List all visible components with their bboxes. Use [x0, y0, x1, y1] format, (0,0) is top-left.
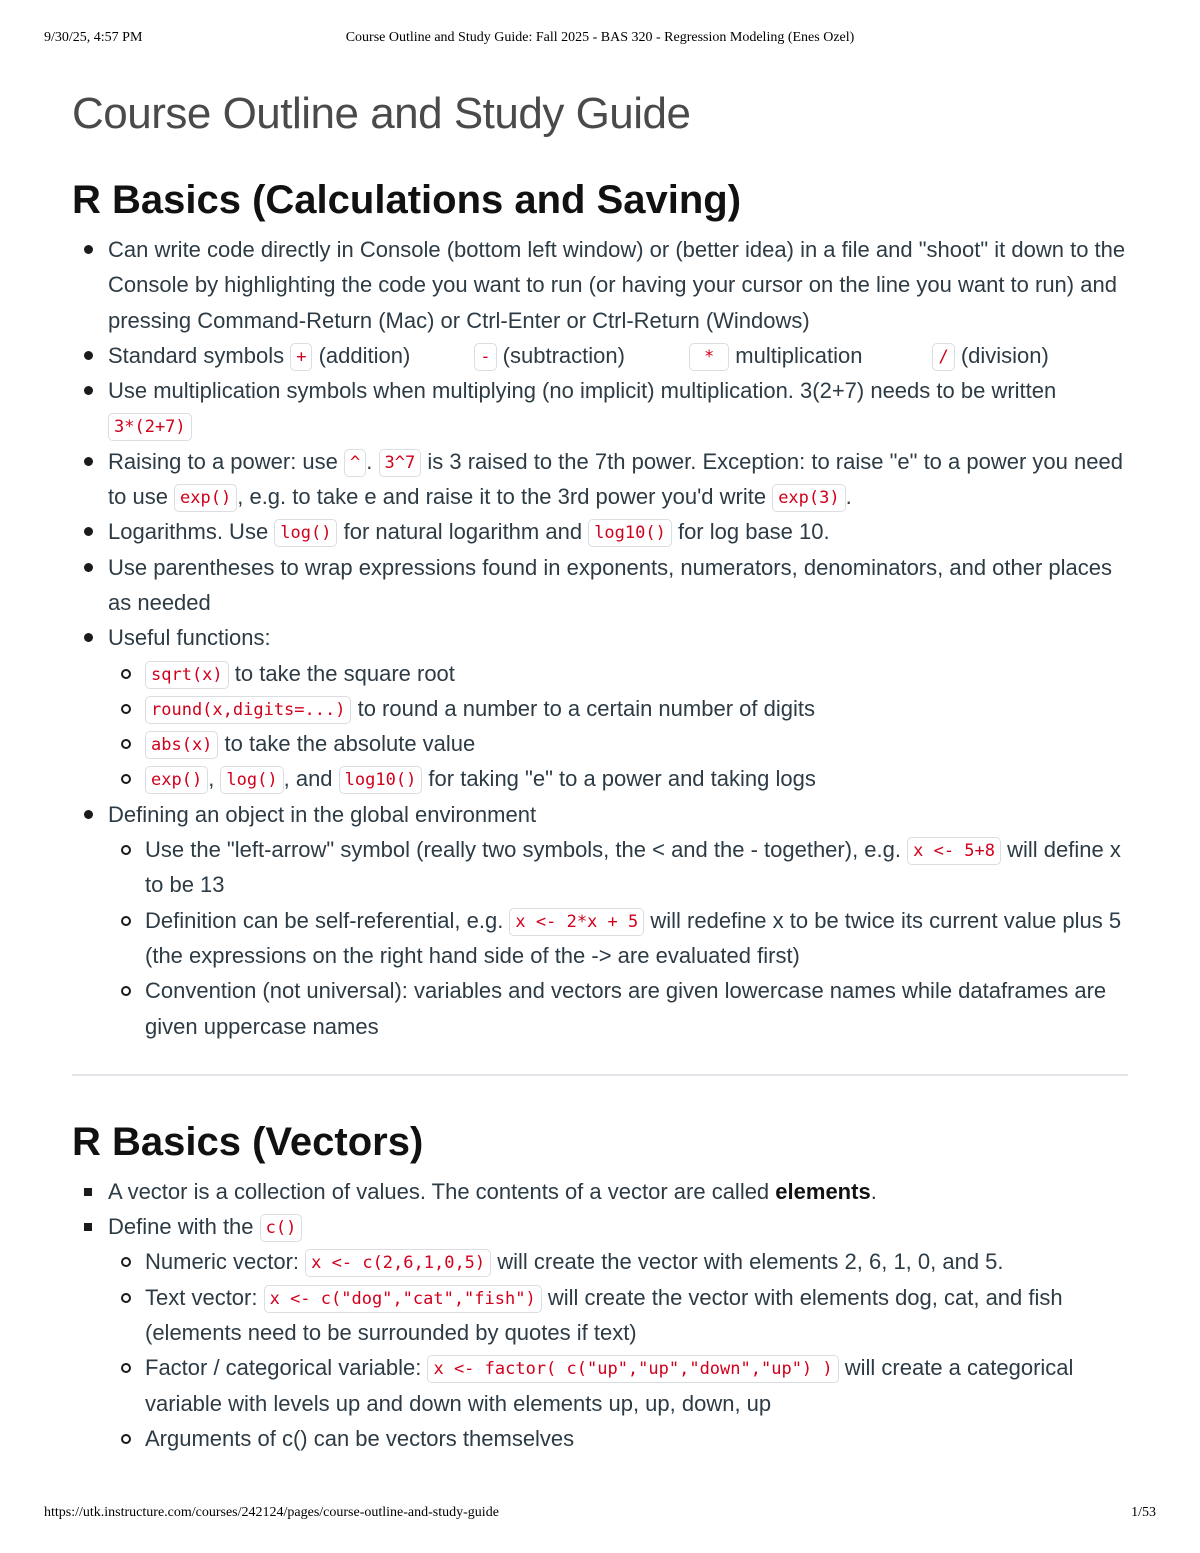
basics-list: [72, 232, 1128, 1044]
page-number: 1/53: [1131, 1505, 1156, 1520]
code-snippet: exp(): [145, 766, 208, 794]
code-snippet: +: [290, 343, 312, 371]
sub-list-item: Numeric vector: x <- c(2,6,1,0,5) will create the vector with elements 2, 6, 1, 0, and 5.: [108, 1244, 1128, 1279]
list-item: Standard symbols + (addition) - (subtraction) * multiplication / (division): [72, 338, 1128, 373]
vectors-list: [72, 1174, 1128, 1456]
sub-list: [108, 1244, 1128, 1456]
list-item: A vector is a collection of values. The contents of a vector are called elements.: [72, 1174, 1128, 1209]
print-url: https://utk.instructure.com/courses/242124/pages/course-outline-and-study-guide: [44, 1505, 499, 1520]
code-snippet: x <- factor( c("up","up","down","up") ): [427, 1355, 838, 1383]
code-snippet: 3*(2+7): [108, 413, 192, 441]
list-item: Logarithms. Use log() for natural logarithm and log10() for log base 10.: [72, 514, 1128, 549]
list-item: Defining an object in the global environment Use the "left-arrow" symbol (really two symbols, the < and the - together), e.g. x <- 5+8 will define x to be 13 Definition can be self-referential, e.g. x <- 2*x + 5 will redefine x to be twice its current value plus 5 (the expressions on the right hand side of the -> are evaluated first) Convention (not universal): variables and vectors are given lowercase names while dataframes are given uppercase names: [72, 797, 1128, 1044]
sub-list-item: Factor / categorical variable: x <- factor( c("up","up","down","up") ) will create a categorical variable with levels up and down with elements up, up, down, up: [108, 1350, 1128, 1421]
print-date: 9/30/25, 4:57 PM: [44, 30, 143, 45]
code-snippet: abs(x): [145, 731, 218, 759]
section-heading-vectors: R Basics (Vectors): [72, 1119, 424, 1164]
sub-list-item: Arguments of c() can be vectors themselves: [108, 1421, 1128, 1456]
print-footer: [44, 1505, 1156, 1525]
bold-term: elements: [775, 1178, 871, 1204]
list-item: Define with the c() Numeric vector: x <- c(2,6,1,0,5) will create the vector with elements 2, 6, 1, 0, and 5. Text vector: x <- c("dog","cat","fish") will create the vector with elements dog, cat, and fish (elements need to be surrounded by quotes if text) Factor / categorical variable: x <- factor( c("up","up","down","up") ) will create a categorical variable with levels up and down with elements up, up, down, up Arguments of c() can be vectors themselves: [72, 1209, 1128, 1456]
code-snippet: log10(): [339, 766, 423, 794]
sub-list: [108, 656, 1128, 797]
code-snippet: exp(): [174, 484, 237, 512]
page-title: Course Outline and Study Guide: [72, 89, 691, 138]
sub-list-item: exp() , log() , and log10() for taking "e" to a power and taking logs: [108, 761, 1128, 796]
sub-list: [108, 832, 1128, 1044]
list-item: Use parentheses to wrap expressions found in exponents, numerators, denominators, and other places as needed: [72, 550, 1128, 621]
code-snippet: 3^7: [379, 449, 422, 477]
sub-list-item: round(x,digits=...) to round a number to a certain number of digits: [108, 691, 1128, 726]
section-heading-basics: R Basics (Calculations and Saving): [72, 178, 742, 222]
list-item: Use multiplication symbols when multiplying (no implicit) multiplication. 3(2+7) needs to be written 3*(2+7): [72, 373, 1128, 444]
code-snippet: sqrt(x): [145, 661, 229, 689]
list-item: Useful functions: sqrt(x) to take the square root round(x,digits=...) to round a number to a certain number of digits abs(x) to take the absolute value exp() , log() , and log10() for taking "e" to a power and taking logs: [72, 620, 1128, 796]
code-snippet: x <- 2*x + 5: [509, 908, 644, 936]
list-item: Can write code directly in Console (bottom left window) or (better idea) in a file and "shoot" it down to the Console by highlighting the code you want to run (or having your cursor on the line you want to run) and pressing Command-Return (Mac) or Ctrl-Enter or Ctrl-Return (Windows): [72, 232, 1128, 338]
sub-list-item: Use the "left-arrow" symbol (really two symbols, the < and the - together), e.g. x <- 5+8 will define x to be 13: [108, 832, 1128, 903]
page-content: [72, 84, 1128, 1456]
code-snippet: log(): [274, 519, 337, 547]
code-snippet: exp(3): [772, 484, 845, 512]
sub-list-item: sqrt(x) to take the square root: [108, 656, 1128, 691]
code-snippet: -: [474, 343, 496, 371]
sub-list-item: Text vector: x <- c("dog","cat","fish") will create the vector with elements dog, cat, and fish (elements need to be surrounded by quotes if text): [108, 1280, 1128, 1351]
sub-list-item: Convention (not universal): variables and vectors are given lowercase names while dataframes are given uppercase names: [108, 973, 1128, 1044]
code-snippet: c(): [260, 1214, 303, 1242]
sub-list-item: abs(x) to take the absolute value: [108, 726, 1128, 761]
code-snippet: /: [932, 343, 954, 371]
print-header: [44, 30, 1156, 50]
code-snippet: x <- 5+8: [907, 837, 1001, 865]
print-title: Course Outline and Study Guide: Fall 2025 - BAS 320 - Regression Modeling (Enes Ozel): [345, 30, 855, 45]
code-snippet: ^: [344, 449, 366, 477]
code-snippet: log(): [220, 766, 283, 794]
sub-list-item: Definition can be self-referential, e.g. x <- 2*x + 5 will redefine x to be twice its current value plus 5 (the expressions on the right hand side of the -> are evaluated first): [108, 903, 1128, 974]
section-divider: [72, 1074, 1128, 1076]
code-snippet: x <- c(2,6,1,0,5): [305, 1249, 491, 1277]
list-item: Raising to a power: use ^ . 3^7 is 3 raised to the 7th power. Exception: to raise "e" to a power you need to use exp() , e.g. to take e and raise it to the 3rd power you'd write exp(3) .: [72, 444, 1128, 515]
code-snippet: log10(): [588, 519, 672, 547]
code-snippet: x <- c("dog","cat","fish"): [264, 1285, 542, 1313]
code-snippet: round(x,digits=...): [145, 696, 351, 724]
code-snippet: *: [689, 343, 729, 371]
